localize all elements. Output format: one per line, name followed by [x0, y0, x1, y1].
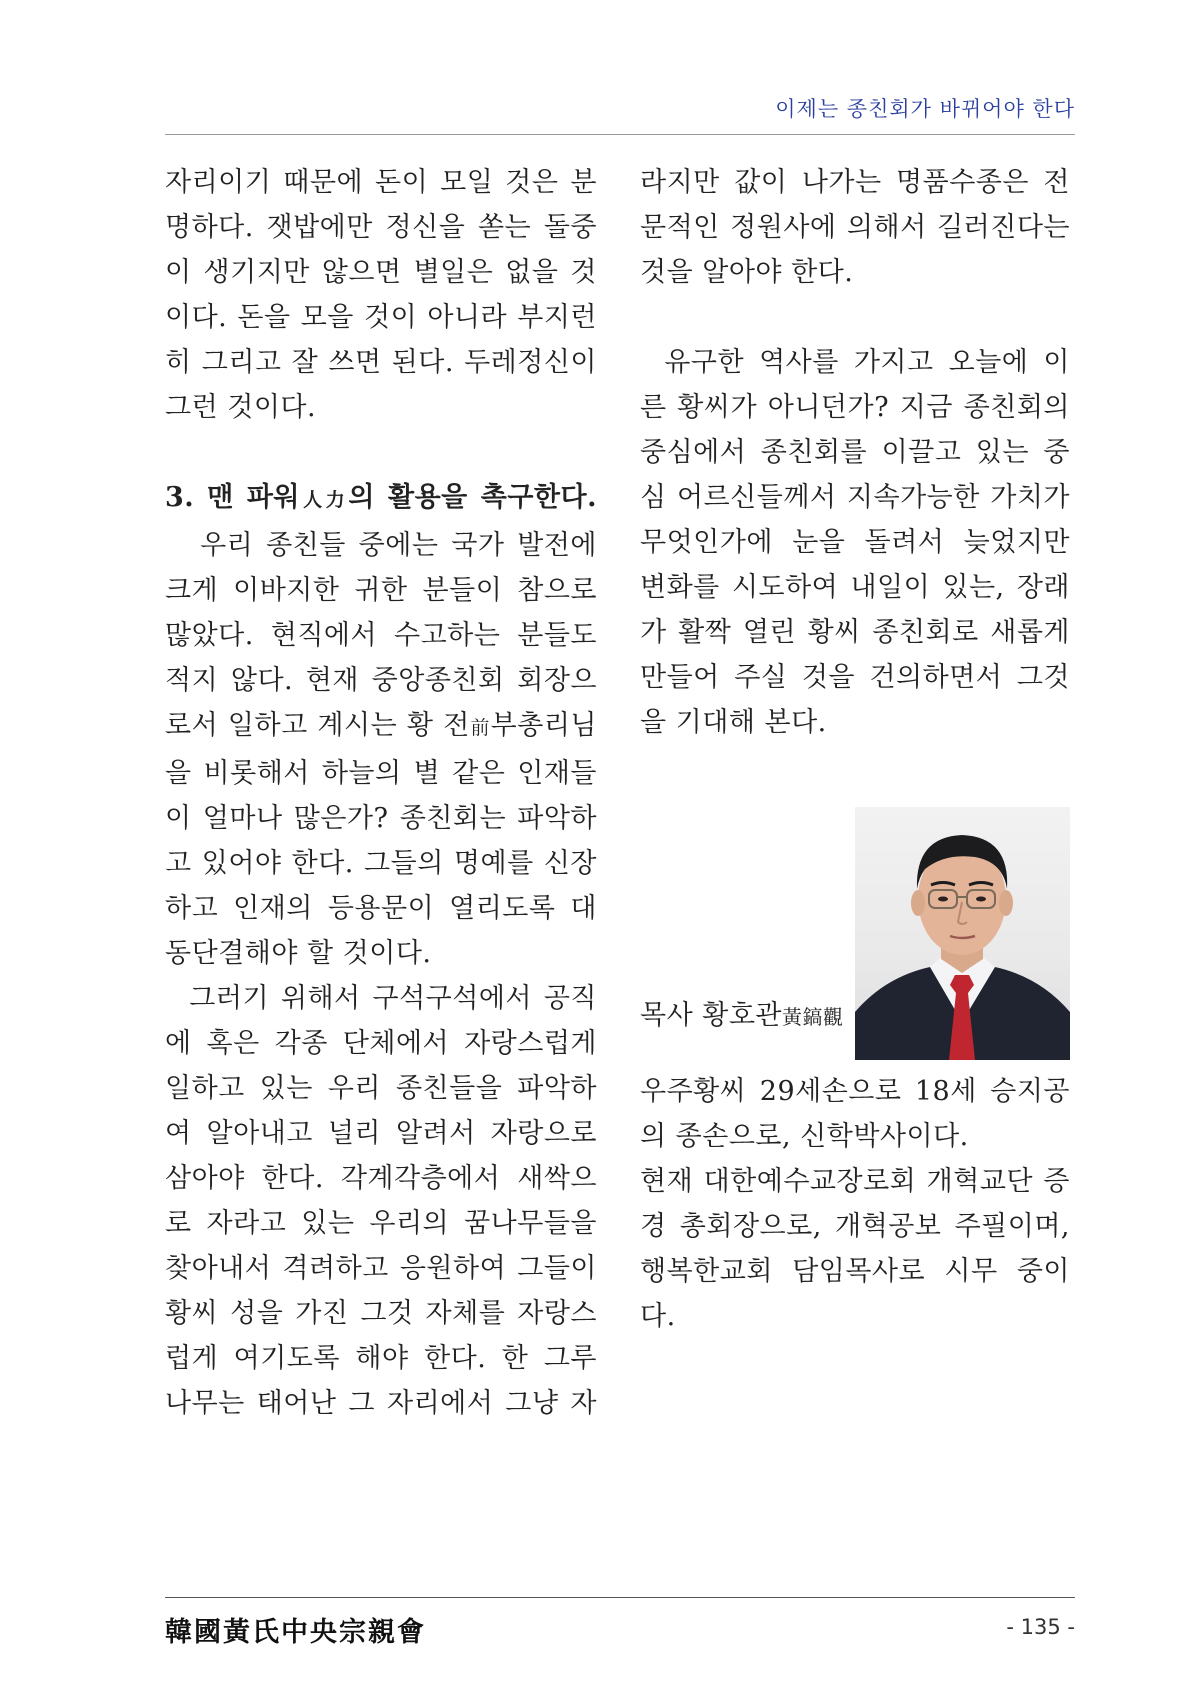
text-line: 많았다. 현직에서 수고하는 분들도 [165, 620, 597, 651]
text-line: 우리 종친들 중에는 국가 발전에 [200, 530, 597, 561]
text-line: 고 있어야 한다. 그들의 명예를 신장 [165, 848, 597, 879]
text-line: 중심에서 종친회를 이끌고 있는 중 [640, 437, 1070, 468]
text-line: 일하고 있는 우리 종친들을 파악하 [165, 1073, 597, 1104]
text-line: 른 황씨가 아니던가? 지금 종친회의 [640, 392, 1070, 423]
text-line [165, 703, 597, 751]
text-line: 것을 알아야 한다. [640, 257, 854, 288]
text-line: 하고 인재의 등용문이 열리도록 대 [165, 893, 597, 924]
text-line: 히 그리고 잘 쓰면 된다. 두레정신이 [165, 347, 597, 378]
text-line: 삼아야 한다. 각계각층에서 새싹으 [165, 1163, 597, 1194]
text-fragment: 부총리님 [490, 710, 597, 741]
portrait-illustration [855, 807, 1070, 1060]
text-line: 이 생기지만 않으면 별일은 없을 것 [165, 257, 597, 288]
text-line: 만들어 주실 것을 건의하면서 그것 [640, 662, 1070, 693]
bio-line: 행복한교회 담임목사로 시무 중이 [640, 1256, 1070, 1287]
text-line: 동단결해야 할 것이다. [165, 938, 432, 969]
text-line: 찾아내서 격려하고 응원하여 그들이 [165, 1253, 597, 1284]
footer-rule [165, 1597, 1075, 1598]
text-line: 럽게 여기도록 해야 한다. 한 그루 [165, 1343, 597, 1374]
text-line: 크게 이바지한 귀한 분들이 참으로 [165, 575, 597, 606]
text-line: 이 얼마나 많은가? 종친회는 파악하 [165, 803, 597, 834]
header-rule [165, 134, 1075, 135]
page-number: - 135 - [1006, 1615, 1075, 1639]
text-line: 그런 것이다. [165, 392, 317, 423]
text-line: 로 자라고 있는 우리의 꿈나무들을 [165, 1208, 597, 1239]
heading-hanja: 人力 [300, 489, 349, 511]
author-name-hanja: 黃鎬觀 [782, 1005, 844, 1029]
text-fragment: 로서 일하고 계시는 황 전 [165, 710, 470, 741]
running-header: 이제는 종친회가 바뀌어야 한다 [775, 97, 1075, 121]
text-line: 이다. 돈을 모을 것이 아니라 부지런 [165, 302, 597, 333]
text-line: 문적인 정원사에 의해서 길러진다는 [640, 212, 1070, 243]
text-line: 을 비롯해서 하늘의 별 같은 인재들 [165, 758, 597, 789]
text-line: 그러기 위해서 구석구석에서 공직 [189, 983, 597, 1014]
bio-line: 다. [640, 1301, 676, 1332]
author-photo [855, 807, 1070, 1060]
text-line: 명하다. 잿밥에만 정신을 쏟는 돌중 [165, 212, 597, 243]
text-line: 나무는 태어난 그 자리에서 그냥 자 [165, 1388, 597, 1419]
text-line: 심 어르신들께서 지속가능한 가치가 [640, 482, 1070, 513]
text-line: 무엇인가에 눈을 돌려서 늦었지만 [640, 527, 1070, 558]
text-line: 을 기대해 본다. [640, 707, 827, 738]
author-bio [640, 1069, 1070, 1339]
heading-text: 3. 맨 파워 [165, 482, 300, 513]
text-line: 라지만 값이 나가는 명품수종은 전 [640, 167, 1070, 198]
bio-line: 우주황씨 29세손으로 18세 승지공 [640, 1076, 1070, 1107]
bio-line: 현재 대한예수교장로회 개혁교단 증 [640, 1166, 1070, 1197]
text-line: 여 알아내고 널리 알려서 자랑으로 [165, 1118, 597, 1149]
text-line: 에 혹은 각종 단체에서 자랑스럽게 [165, 1028, 597, 1059]
organization-logo: 韓國黃氏中央宗親會 [165, 1617, 426, 1648]
right-column [640, 160, 1070, 745]
heading-rest: 의 활용을 촉구한다. [348, 482, 598, 513]
author-name: 목사 황호관 [640, 1000, 782, 1031]
text-line: 변화를 시도하여 내일이 있는, 장래 [640, 572, 1070, 603]
text-line: 적지 않다. 현재 중앙종친회 회장으 [165, 665, 597, 696]
text-line: 가 활짝 열린 황씨 종친회로 새롭게 [640, 617, 1070, 648]
text-line: 황씨 성을 가진 그것 자체를 자랑스 [165, 1298, 597, 1329]
hanja-fragment: 前 [469, 717, 491, 739]
text-line: 유구한 역사를 가지고 오늘에 이 [664, 347, 1070, 378]
left-column [165, 160, 597, 1426]
bio-line: 경 총회장으로, 개혁공보 주필이며, [640, 1211, 1070, 1242]
text-line: 자리이기 때문에 돈이 모일 것은 분 [165, 167, 597, 198]
author-caption [640, 993, 844, 1032]
bio-line: 의 종손으로, 신학박사이다. [640, 1121, 969, 1152]
section-heading [165, 475, 597, 523]
